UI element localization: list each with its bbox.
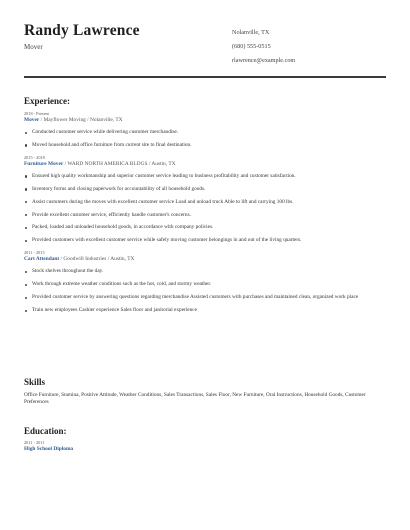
job-bullets (24, 173, 386, 244)
bullet-item (24, 307, 386, 314)
bullet-dot-icon (25, 297, 27, 299)
bullet-item (24, 281, 386, 288)
job-entry (24, 250, 386, 314)
bullet-item (24, 129, 386, 136)
education-degree: High School Diploma (24, 446, 74, 452)
job-line (24, 161, 386, 168)
bullet-item (24, 294, 386, 301)
bullet-text: Train new employees Cashier experience Sales floor and janitorial experience (32, 307, 197, 314)
bullet-dot-icon (25, 240, 27, 242)
bullet-dot-icon (25, 227, 27, 229)
bullet-item (24, 268, 386, 275)
education-heading: Education: (24, 426, 67, 436)
bullet-dot-icon (25, 201, 27, 203)
job-company: / Goodwill Industries / Austin, TX (59, 256, 135, 263)
job-line (24, 117, 386, 124)
skills-section (24, 377, 386, 406)
bullet-item (24, 173, 386, 180)
bullet-text: Moved household and office furniture from current site to final destination. (32, 141, 192, 148)
job-company: / Mayflower Moving / Nolanville, TX (39, 117, 123, 123)
job-bullets (24, 268, 386, 314)
bullet-text: Packed, loaded and unloaded household goods, in accordance with company policies. (32, 224, 214, 231)
bullet-dot-icon (25, 132, 27, 134)
bullet-item (24, 237, 386, 244)
experience-heading: Experience: (24, 96, 70, 106)
bullet-dot-icon (25, 175, 27, 177)
contact-location: Nolanville, TX (232, 29, 270, 36)
bullet-dot-icon (25, 188, 27, 190)
bullet-text: Conducted customer service while delivering customer merchandise. (32, 129, 179, 135)
job-title: Furniture Mover (24, 160, 64, 167)
bullet-text: Provided customer service by answering questions regarding merchandise Assisted customers with purchases and maintained clean, organized work place (32, 294, 359, 301)
bullet-dot-icon (25, 144, 27, 146)
job-company: / WARD NORTH AMERICA BLDGS / Austin, TX (63, 160, 176, 167)
bullet-text: Provide excellent customer service, efficiently handle customer's concerns. (32, 211, 191, 218)
bullet-item (24, 142, 386, 149)
header-divider (24, 76, 386, 78)
job-bullets (24, 129, 386, 149)
experience-section (24, 96, 386, 320)
job-line (24, 256, 386, 263)
skills-heading: Skills (24, 377, 46, 387)
job-entry (24, 155, 386, 244)
bullet-dot-icon (25, 284, 27, 286)
bullet-text: Ensured high quality workmanship and superior customer service leading to business profitability and customer satisfaction. (32, 172, 296, 179)
bullet-item (24, 212, 386, 219)
job-title: Mover (24, 117, 40, 123)
bullet-item (24, 199, 386, 206)
bullet-text: Assist customers during the moves with excellent customer service Load and unload truck Able to lift and carrying 100 lbs. (32, 198, 294, 205)
candidate-role: Mover (24, 43, 43, 51)
bullet-dot-icon (25, 214, 27, 216)
job-dates: 2018 - Present (24, 111, 49, 116)
bullet-dot-icon (25, 310, 27, 312)
job-title: Cart Attendant (24, 256, 60, 263)
bullet-dot-icon (25, 271, 27, 273)
education-section (24, 426, 386, 453)
job-entry (24, 111, 386, 149)
bullet-item (24, 186, 386, 193)
contact-email: rlawrence@example.com (232, 57, 296, 64)
bullet-text: Inventory forms and closing paperwork for accountability of all household goods. (32, 185, 206, 192)
contact-phone: (680) 555-0515 (232, 43, 271, 50)
candidate-name: Randy Lawrence (24, 22, 140, 39)
bullet-text: Stock shelves throughout the day. (32, 268, 104, 275)
education-dates: 2011 - 2011 (24, 440, 45, 445)
job-dates: 2015 - 2018 (24, 154, 45, 160)
bullet-item (24, 224, 386, 231)
bullet-text: Work through extreme weather conditions such as the hot, cold, and stormy weather. (32, 281, 212, 288)
skills-list: Office Furniture, Stamina, Positive Attitude, Weather Conditions, Sales Transactions, Sales Floor, New Furniture, Oral Instructions, Household Goods, Customer Preferences (24, 392, 366, 405)
job-dates: 2011 - 2015 (24, 250, 45, 256)
bullet-text: Provided customers with excellent customer service while safely moving customer belongings in and out of the living quarters. (32, 237, 302, 244)
